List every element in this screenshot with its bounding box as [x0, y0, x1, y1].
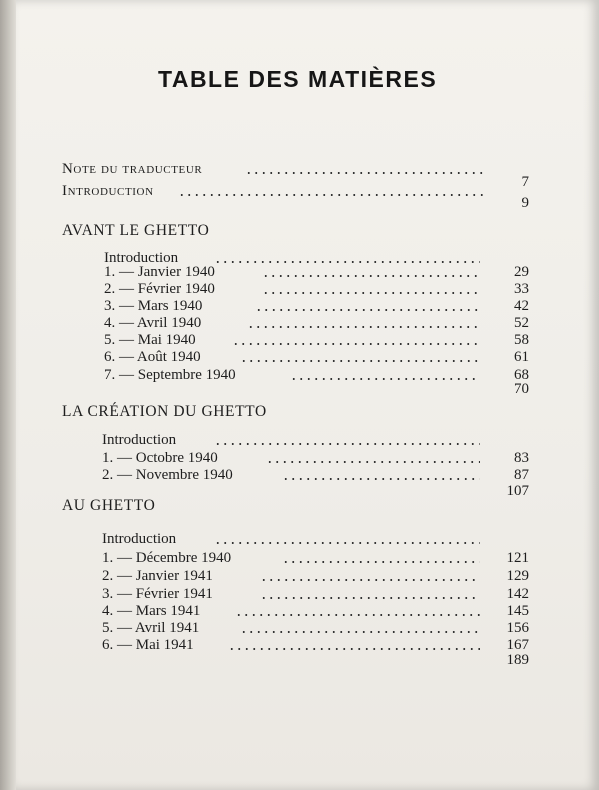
toc-entry — [0, 449, 599, 467]
entry-page: 121 — [506, 550, 529, 566]
leader-dots — [290, 378, 480, 380]
toc-entry-note — [0, 160, 599, 190]
entry-label: 2. — Janvier 1941 — [102, 568, 213, 584]
entry-label: 3. — Février 1941 — [102, 586, 213, 602]
toc-entry — [0, 280, 599, 298]
toc-entry — [0, 314, 599, 332]
page-title: TABLE DES MATIÈRES — [158, 66, 438, 92]
leader-dots — [255, 309, 480, 311]
toc-entry — [0, 602, 599, 620]
entry-page: 156 — [506, 620, 529, 636]
entry-page: 68 — [514, 367, 529, 383]
entry-label: 6. — Mai 1941 — [102, 637, 194, 653]
entry-page: 70 — [514, 381, 529, 397]
leader-dots — [247, 326, 480, 328]
entry-page: 87 — [514, 467, 529, 483]
section-heading — [62, 403, 267, 421]
leader-dots — [260, 579, 480, 581]
leader-dots — [282, 561, 480, 563]
toc-entry — [0, 431, 599, 449]
entry-label: 6. — Août 1940 — [104, 349, 201, 365]
leader-dots — [178, 194, 485, 196]
entry-page: 29 — [514, 264, 529, 280]
entry-label: 2. — Février 1940 — [104, 281, 215, 297]
section-heading: AVANT LE GHETTO — [62, 222, 210, 239]
entry-page: 142 — [506, 586, 529, 602]
entry-page: 33 — [514, 281, 529, 297]
toc-entry — [0, 331, 599, 349]
entry-page: 145 — [506, 603, 529, 619]
leader-dots — [260, 597, 480, 599]
leader-dots — [240, 360, 480, 362]
entry-page: 83 — [514, 450, 529, 466]
toc-entry — [0, 567, 599, 585]
entry-label: Introduction — [104, 250, 179, 266]
entry-label: Introduction — [62, 183, 154, 199]
leader-dots — [228, 648, 480, 650]
entry-page: 7 — [521, 174, 529, 190]
entry-label: 7. — Septembre 1940 — [104, 367, 236, 383]
entry-label: Introduction — [102, 531, 177, 547]
entry-page: 189 — [506, 652, 529, 668]
entry-label: 2. — Novembre 1940 — [102, 467, 233, 483]
entry-page: 107 — [506, 483, 529, 499]
entry-label: 1. — Décembre 1940 — [102, 550, 232, 566]
entry-page: 129 — [506, 568, 529, 584]
leader-dots — [235, 614, 480, 616]
entry-label: 4. — Mars 1941 — [102, 603, 201, 619]
leader-dots — [282, 478, 480, 480]
leader-dots — [240, 631, 480, 633]
toc-entry-introduction — [0, 182, 599, 211]
toc-entry — [0, 366, 599, 384]
leader-dots — [214, 443, 480, 445]
entry-label: 1. — Octobre 1940 — [102, 450, 218, 466]
entry-page: 58 — [514, 332, 529, 348]
section-heading: AU GHETTO — [62, 497, 156, 514]
toc-entry — [0, 466, 599, 484]
leader-dots — [245, 172, 485, 174]
leader-dots — [262, 292, 480, 294]
entry-page: 167 — [506, 637, 529, 653]
entry-label: 4. — Avril 1940 — [104, 315, 202, 331]
entry-label: 3. — Mars 1940 — [104, 298, 203, 314]
entry-label: 5. — Mai 1940 — [104, 332, 196, 348]
toc-entry — [0, 549, 599, 567]
entry-label: 1. — Janvier 1940 — [104, 264, 215, 280]
leader-dots — [214, 542, 480, 544]
entry-page: 42 — [514, 298, 529, 314]
toc-entry — [0, 263, 599, 281]
toc-entry — [0, 530, 599, 548]
toc-entry — [0, 297, 599, 315]
entry-label: 5. — Avril 1941 — [102, 620, 200, 636]
leader-dots — [232, 343, 480, 345]
entry-label: Note du traducteur — [62, 161, 203, 177]
leader-dots — [262, 275, 480, 277]
toc-entry — [0, 348, 599, 366]
entry-page: 52 — [514, 315, 529, 331]
section-heading-text: LA CRÉATION DU GHETTO — [62, 403, 267, 420]
toc-entry — [0, 619, 599, 637]
entry-page: 9 — [521, 195, 529, 211]
entry-label: Introduction — [102, 432, 177, 448]
leader-dots — [266, 461, 480, 463]
entry-page: 61 — [514, 349, 529, 365]
toc-entry — [0, 585, 599, 603]
